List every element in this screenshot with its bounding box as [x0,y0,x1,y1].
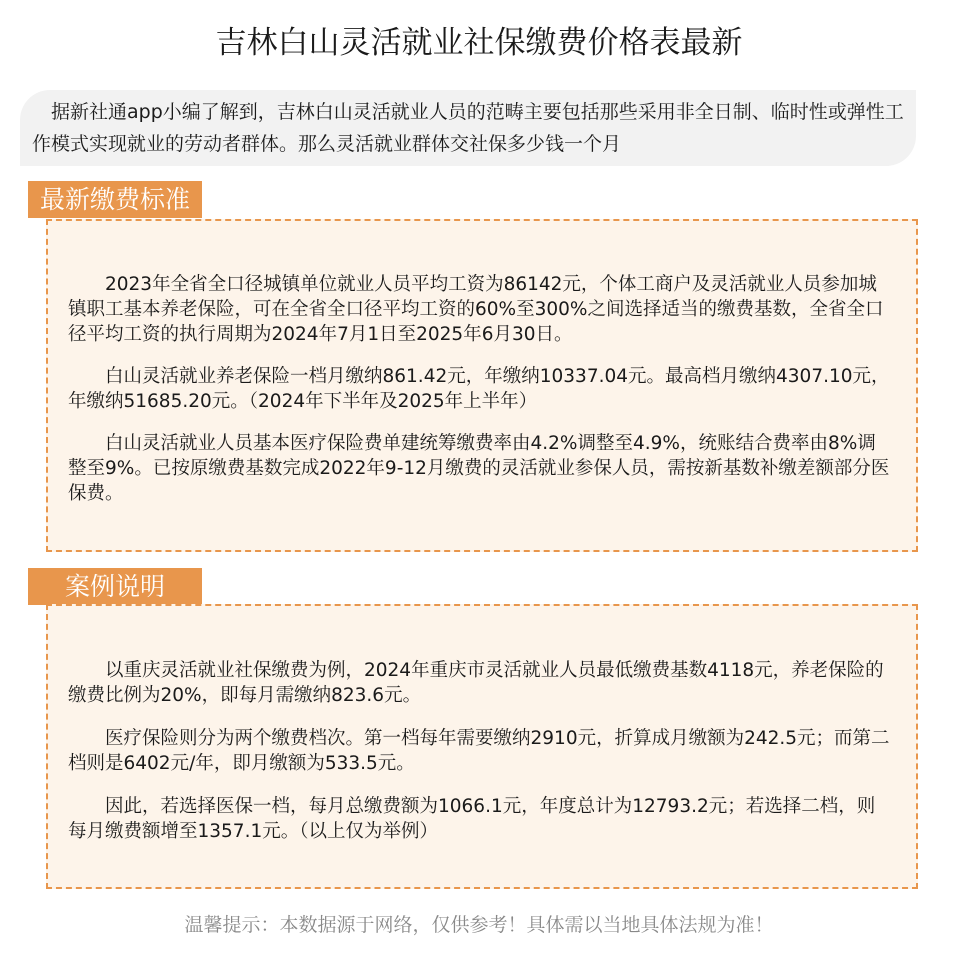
fee-standard-box [46,219,918,552]
section-heading-fee-standard: 最新缴费标准 [28,181,202,218]
case-example-paragraph: 因此，若选择医保一档，每月总缴费额为1066.1元，年度总计为12793.2元；若选择二档，则每月缴费额增至1357.1元。（以上仅为举例） [68,796,876,842]
case-example-box [46,604,918,889]
section-heading-case-example: 案例说明 [28,568,202,605]
fee-standard-paragraph: 白山灵活就业人员基本医疗保险费单建统筹缴费率由4.2%调整至4.9%，统账结合费率由8%调整至9%。已按原缴费基数完成2022年9-12月缴费的灵活就业参保人员，需按新基数补缴差额部分医保费。 [68,433,890,504]
page-title: 吉林白山灵活就业社保缴费价格表最新 [215,25,743,61]
fee-standard-paragraph: 白山灵活就业养老保险一档月缴纳861.42元，年缴纳10337.04元。最高档月缴纳4307.10元，年缴纳51685.20元。（2024年下半年及2025年上半年） [68,366,890,412]
fee-standard-paragraph: 2023年全省全口径城镇单位就业人员平均工资为86142元，个体工商户及灵活就业人员参加城镇职工基本养老保险，可在全省全口径平均工资的60%至300%之间选择适当的缴费基数，全省全口径平均工资的执行周期为2024年7月1日至2025年6月30日。 [68,274,884,345]
case-example-paragraph: 以重庆灵活就业社保缴费为例，2024年重庆市灵活就业人员最低缴费基数4118元，养老保险的缴费比例为20%，即每月需缴纳823.6元。 [68,660,884,706]
intro-paragraph: 据新社通app小编了解到，吉林白山灵活就业人员的范畴主要包括那些采用非全日制、临时性或弹性工作模式实现就业的劳动者群体。那么灵活就业群体交社保多少钱一个月 [20,90,916,166]
disclaimer-footer: 温馨提示：本数据源于网络，仅供参考！具体需以当地具体法规为准！ [184,914,774,936]
case-example-paragraph: 医疗保险则分为两个缴费档次。第一档每年需要缴纳2910元，折算成月缴额为242.5元；而第二档则是6402元/年，即月缴额为533.5元。 [68,728,890,774]
